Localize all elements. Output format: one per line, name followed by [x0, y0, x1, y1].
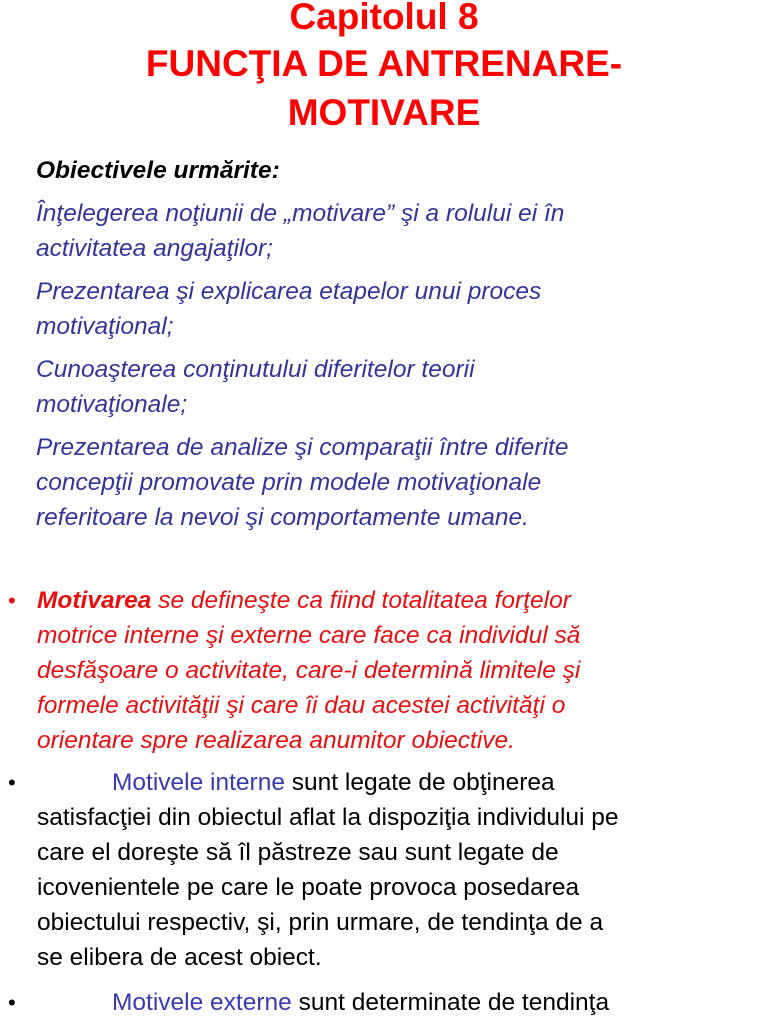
- internal-motives-term: Motivele interne: [112, 769, 285, 796]
- objective-item-1: Înţelegerea noţiunii de „motivare” şi a rolului ei în activitatea angajaţilor;: [36, 200, 565, 262]
- external-motives-term: Motivele externe: [112, 989, 292, 1016]
- objectives-section: [36, 154, 746, 543]
- chapter-title-line-1: FUNCŢIA DE ANTRENARE-: [145, 43, 623, 84]
- chapter-number: Capitolul 8: [289, 0, 479, 37]
- bullet-icon: •: [8, 990, 16, 1015]
- definition-text: Motivarea se defineşte ca fiind totalitatea forţelor motrice interne şi externe care face ca individul să desfăşoare o activitate, care-i determină limitele şi formele activităţii şi care îi dau acestei activităţi o orientare spre realizarea anumitor obiective.: [37, 587, 581, 754]
- objective-item-2: Prezentarea şi explicarea etapelor unui proces motivaţional;: [36, 278, 542, 340]
- internal-motives-bullet: [8, 765, 748, 975]
- external-motives-bullet: [8, 985, 748, 1020]
- objective-item-3: Cunoaşterea conţinutului diferitelor teorii motivaţionale;: [36, 356, 475, 418]
- bullet-icon: •: [8, 770, 16, 795]
- objective-item-4: Prezentarea de analize şi comparaţii între diferite concepţii promovate prin modele motivaţionale referitoare la nevoi şi comportamente umane.: [36, 434, 569, 531]
- internal-motives-text: Motivele interne sunt legate de obţinerea satisfacţiei din obiectul aflat la dispoziţia individului pe care el doreşte să îl păstreze sau sunt legate de icovenientele pe care le poate provoca posedarea obiectului respectiv, şi, prin urmare, de tendinţa de a se elibera de acest obiect.: [37, 769, 619, 971]
- external-motives-text: Motivele externe sunt determinate de tendinţa: [112, 989, 610, 1016]
- definition-bullet: [8, 583, 748, 758]
- objectives-heading: Obiectivele urmărite:: [36, 157, 280, 184]
- chapter-title-line-2: MOTIVARE: [287, 92, 481, 133]
- definition-term: Motivarea: [37, 587, 152, 614]
- bullet-icon: •: [8, 588, 16, 613]
